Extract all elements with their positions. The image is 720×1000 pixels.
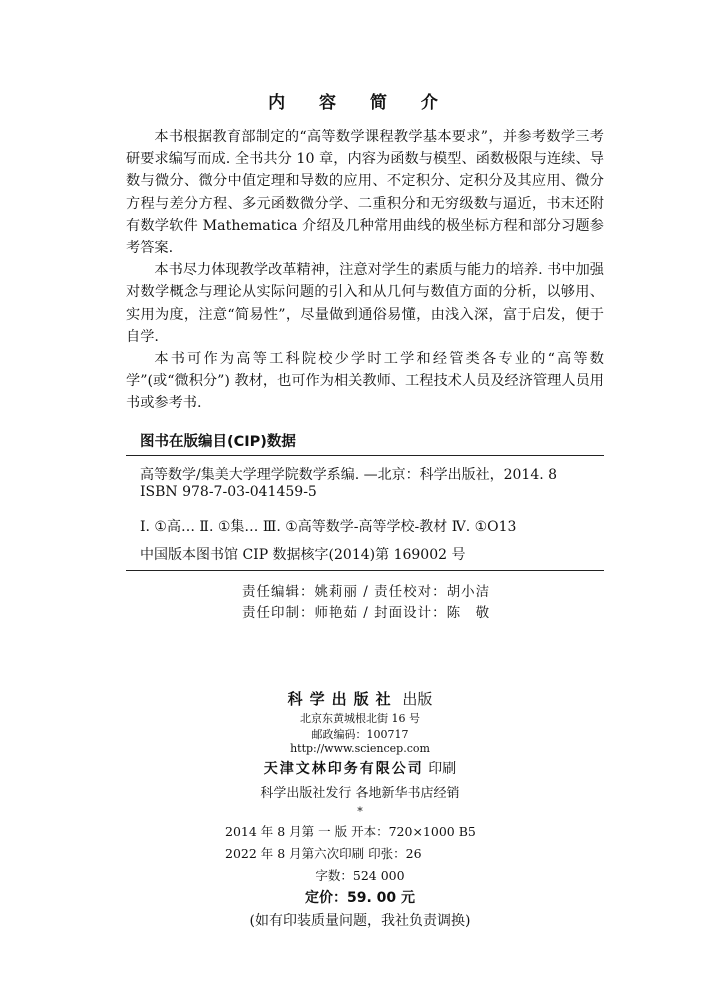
intro-paragraph: 本书根据教育部制定的“高等数学课程教学基本要求”，并参考数学三考研要求编写而成. 全书共分 10 章，内容为函数与模型、函数极限与连续、导数与微分、微分中值定理和导数的应用、不定积分、定积分及其应用、微分方程与差分方程、多元函数微分学、二重积分和无穷级数与逼近，书末还附有数学软件 Mathematica 介绍及几种常用曲线的极坐标方程和部分习题参考答案. [126,129,604,257]
cip-line-record: 中国版本图书馆 CIP 数据核字(2014)第 169002 号 [140,547,466,563]
separator-star: * [357,805,363,818]
word-count: 字数：524 000 [315,868,405,883]
cip-line-classification: Ⅰ. ①高… Ⅱ. ①集… Ⅲ. ①高等数学-高等学校-教材 Ⅳ. ①O13 [140,519,517,535]
edition-line: 2014 年 8 月第 一 版 开本：720×1000 B5 [225,824,476,839]
quality-notice: (如有印装质量问题，我社负责调换) [249,913,471,929]
publisher-address: 北京东黄城根北街 16 号 [300,712,420,725]
cip-top-rule [126,455,604,456]
intro-paragraph: 本书可作为高等工科院校少学时工学和经管类各专业的“高等数学”(或“微积分”) 教材，也可作为相关教师、工程技术人员及经济管理人员用书或参考书. [126,351,604,412]
cip-line-title: 高等数学/集美大学理学院数学系编. —北京：科学出版社，2014. 8 [140,467,558,483]
page-title: 内 容 简 介 [268,93,452,113]
cip-heading: 图书在版编目(CIP)数据 [140,434,296,450]
printer-logo: 天津文林印务有限公司 [263,761,424,777]
printer-suffix: 印刷 [428,761,457,777]
intro-paragraph: 本书尽力体现教学改革精神，注意对学生的素质与能力的培养. 书中加强对数学概念与理论从实际问题的引入和从几何与数值方面的分析，以够用、实用为度，注意“简易性”，尽量做到通俗易懂，由浅入深，富于启发，便于自学. [126,262,604,345]
price: 定价：59. 00 元 [304,890,416,906]
cip-bottom-rule [126,570,604,571]
publisher-logo: 科学出版社 [287,690,398,708]
printer-line [0,758,720,778]
distribution-line: 科学出版社发行 各地新华书店经销 [260,786,460,801]
cip-line-isbn: ISBN 978-7-03-041459-5 [140,484,317,500]
publisher-url: http://www.sciencep.com [290,742,430,755]
publisher-zipcode: 邮政编码：100717 [311,728,409,741]
publisher-suffix: 出版 [402,690,433,708]
printing-line: 2022 年 8 月第六次印刷 印张：26 [225,846,422,861]
staff-editors: 责任编辑：姚莉丽 / 责任校对：胡小洁 [242,584,491,600]
staff-production: 责任印制：师艳茹 / 封面设计：陈 敬 [242,605,491,621]
publisher-line [0,688,720,709]
intro-text [126,126,604,415]
